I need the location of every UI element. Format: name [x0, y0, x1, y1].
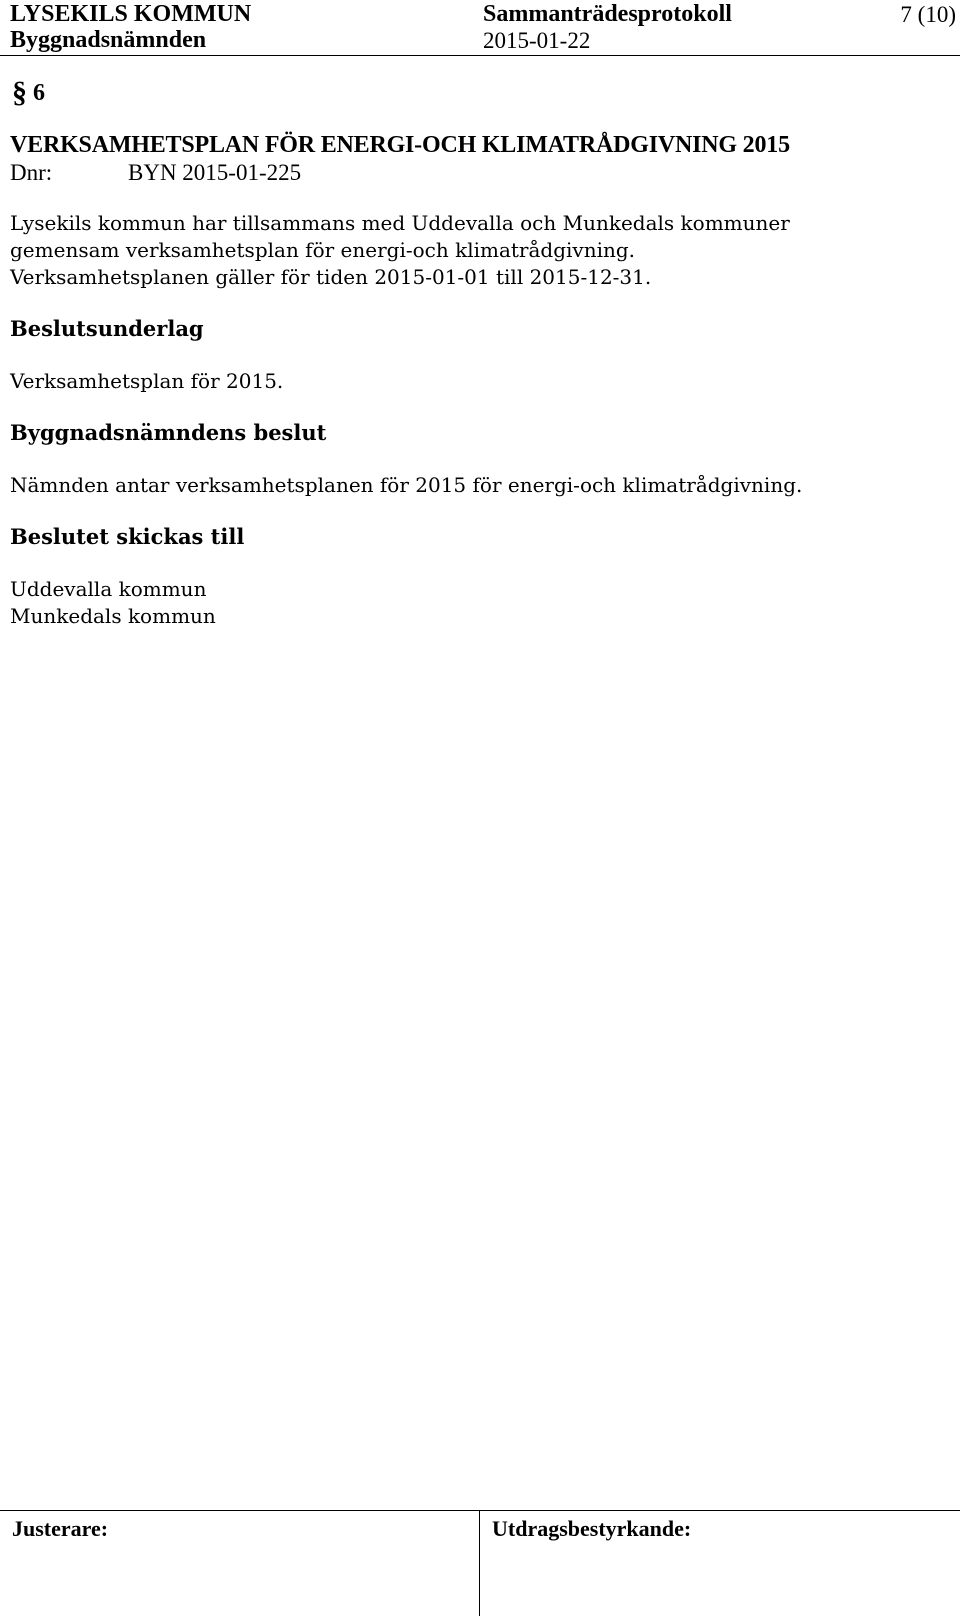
committee-name: Byggnadsnämnden: [10, 27, 207, 53]
dnr-value: BYN 2015-01-225: [128, 160, 302, 185]
municipality-name: LYSEKILS KOMMUN: [10, 1, 252, 27]
meeting-date: 2015-01-22: [483, 28, 591, 53]
item-title: VERKSAMHETSPLAN FÖR ENERGI-OCH KLIMATRÅDGIVNING 2015: [10, 132, 790, 158]
justerare-label: Justerare:: [12, 1516, 109, 1541]
utdragsbestyrkande-label: Utdragsbestyrkande:: [492, 1516, 692, 1541]
beslutsunderlag-text: Verksamhetsplan för 2015.: [10, 369, 284, 393]
intro-paragraph: Lysekils kommun har tillsammans med Uddevalla och Munkedals kommuner gemensam verksamhetsplan för energi-och klimatrådgivning. Verksamhetsplanen gäller för tiden 2015-01-01 till 2015-12-31.: [10, 211, 790, 289]
section-number: [12, 76, 45, 110]
recipient-item: Munkedals kommun: [10, 604, 216, 628]
dnr-label: Dnr:: [10, 160, 53, 185]
beslut-heading: Byggnadsnämndens beslut: [10, 420, 327, 445]
skickas-heading: Beslutet skickas till: [10, 524, 245, 549]
dnr-row: [10, 159, 410, 187]
page-number: 7 (10): [900, 2, 956, 27]
footer-divider: [0, 1510, 960, 1511]
footer-column-divider: [479, 1510, 480, 1616]
recipient-list: [10, 576, 840, 630]
section-symbol: §: [12, 76, 27, 109]
beslutsunderlag-heading: Beslutsunderlag: [10, 316, 204, 341]
recipient-item: Uddevalla kommun: [10, 577, 207, 601]
header-divider: [0, 55, 960, 56]
beslut-text: Nämnden antar verksamhetsplanen för 2015 för energi-och klimatrådgivning.: [10, 473, 803, 497]
document-type: Sammanträdesprotokoll: [483, 1, 732, 27]
section-number-value: 6: [33, 80, 45, 106]
